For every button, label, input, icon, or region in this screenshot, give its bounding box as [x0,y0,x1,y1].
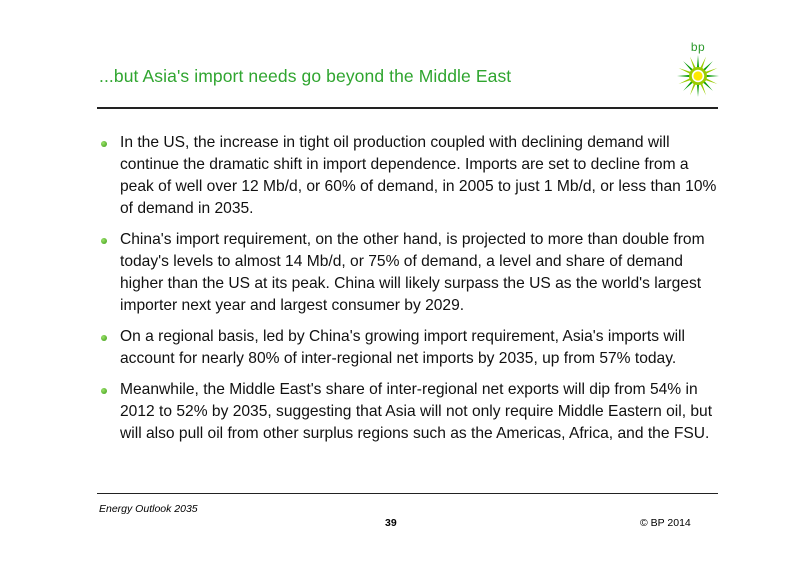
bp-logo [672,40,724,96]
bullet-text: Meanwhile, the Middle East's share of inter-regional net exports will dip from 54% in 2012 to 52% by 2035, suggesting that Asia will not only require Middle Eastern oil, but will also pull oil from other surplus regions such as the Americas, Africa, and the FSU. [120,381,713,442]
bullet-icon [101,388,107,394]
bullet-text: In the US, the increase in tight oil production coupled with declining demand will continue the dramatic shift in import dependence. Imports are set to decline from a peak of well over 12 Mb/d, or 60% of demand, in 2005 to just 1 Mb/d, or less than 10% of demand in 2035. [120,134,717,217]
logo-text: bp [690,40,706,54]
bullet-icon [101,335,107,341]
title-divider [97,107,718,109]
footer-publication: Energy Outlook 2035 [99,503,198,515]
slide-title: ...but Asia's import needs go beyond the Middle East [99,66,512,86]
bullet-icon [101,238,107,244]
bullet-item [100,229,720,317]
copyright: © BP 2014 [640,517,691,529]
bullet-text: On a regional basis, led by China's growing import requirement, Asia's imports will account for nearly 80% of inter-regional net imports by 2035, up from 57% today. [120,328,685,367]
bullet-item [100,326,720,370]
bullet-item [100,379,720,445]
bullet-text: China's import requirement, on the other hand, is projected to more than double from today's levels to almost 14 Mb/d, or 75% of demand, a level and share of demand higher than the US at its peak. China will likely surpass the US as the world's largest importer next year and largest consumer by 2029. [120,231,705,314]
bullet-item [100,132,720,220]
helios-icon [676,54,720,98]
footer-divider [97,493,718,494]
bullet-icon [101,141,107,147]
bullet-list [100,132,720,454]
page-number: 39 [385,517,397,529]
